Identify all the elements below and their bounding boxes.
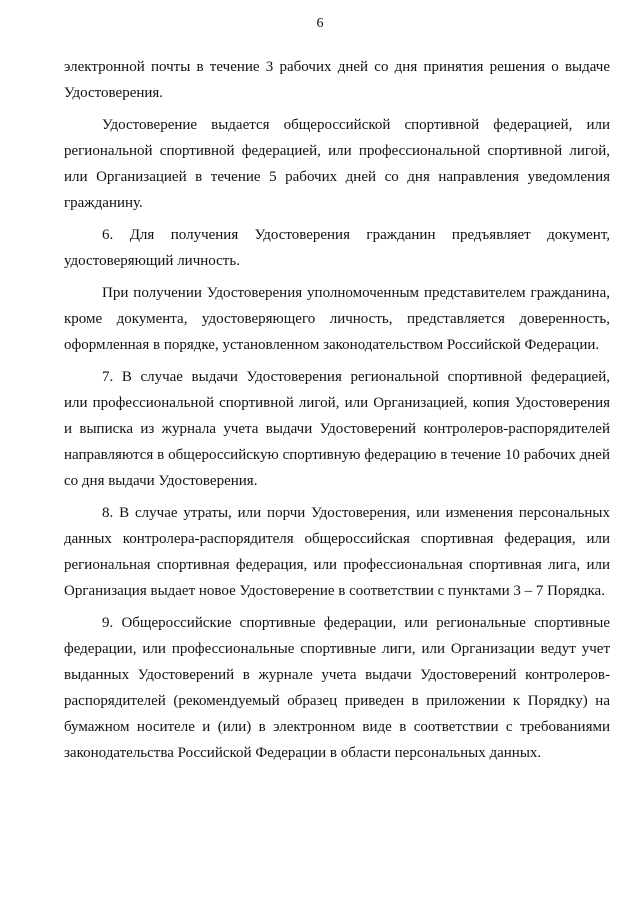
text-line: Организация выдает новое Удостоверение в соответствии с пунктами 3 – 7 Порядка. bbox=[64, 583, 605, 599]
page-number: 6 bbox=[316, 16, 324, 31]
text-line: распорядителей (рекомендуемый образец приведен в приложении к Порядку) на bbox=[64, 693, 610, 709]
paragraph-item-9 bbox=[64, 610, 610, 766]
paragraph-item-7 bbox=[64, 364, 610, 494]
text-line: оформленная в порядке, установленном законодательством Российской Федерации. bbox=[64, 337, 600, 353]
text-line: 9. Общероссийские спортивные федерации, или региональные спортивные bbox=[102, 615, 610, 631]
text-line: 6. Для получения Удостоверения гражданин предъявляет документ, bbox=[102, 227, 610, 243]
text-line: При получении Удостоверения уполномоченным представителем гражданина, bbox=[102, 285, 610, 301]
text-line: 8. В случае утраты, или порчи Удостоверения, или изменения персональных bbox=[102, 505, 610, 521]
text-line: электронной почты в течение 3 рабочих дней со дня принятия решения о выдаче bbox=[64, 59, 610, 75]
text-line: или Организацией в течение 5 рабочих дней со дня направления уведомления bbox=[64, 169, 610, 185]
paragraph-issuance bbox=[64, 112, 610, 216]
text-line: гражданину. bbox=[64, 195, 143, 211]
document-body bbox=[64, 54, 610, 766]
text-line: или профессиональной спортивной лигой, или Организацией, копия Удостоверения bbox=[64, 395, 610, 411]
text-line: федерации, или профессиональные спортивные лиги, или Организации ведут учет bbox=[64, 641, 610, 657]
text-line: бумажном носителе и (или) в электронном виде в соответствии с требованиями bbox=[64, 719, 610, 735]
text-line: данных контролера-распорядителя общероссийская спортивная федерация, или bbox=[64, 531, 610, 547]
paragraph-representative bbox=[64, 280, 610, 358]
text-line: и выписка из журнала учета выдачи Удостоверений контролеров-распорядителей bbox=[64, 421, 610, 437]
paragraph-email-deadline bbox=[64, 54, 610, 106]
text-line: направляются в общероссийскую спортивную федерацию в течение 10 рабочих дней bbox=[64, 447, 610, 463]
text-line: удостоверяющий личность. bbox=[64, 253, 240, 269]
paragraph-item-8 bbox=[64, 500, 610, 604]
text-line: региональной спортивной федерацией, или профессиональной спортивной лигой, bbox=[64, 143, 610, 159]
text-line: 7. В случае выдачи Удостоверения региональной спортивной федерацией, bbox=[102, 369, 610, 385]
text-line: кроме документа, удостоверяющего личность, представляется доверенность, bbox=[64, 311, 610, 327]
text-line: законодательства Российской Федерации в области персональных данных. bbox=[64, 745, 542, 761]
text-line: Удостоверения. bbox=[64, 85, 164, 101]
text-line: Удостоверение выдается общероссийской спортивной федерацией, или bbox=[102, 117, 610, 133]
text-line: со дня выдачи Удостоверения. bbox=[64, 473, 258, 489]
text-line: выданных Удостоверений в журнале учета выдачи Удостоверений контролеров- bbox=[64, 667, 610, 683]
text-line: региональная спортивная федерация, или профессиональная спортивная лига, или bbox=[64, 557, 610, 573]
paragraph-item-6 bbox=[64, 222, 610, 274]
